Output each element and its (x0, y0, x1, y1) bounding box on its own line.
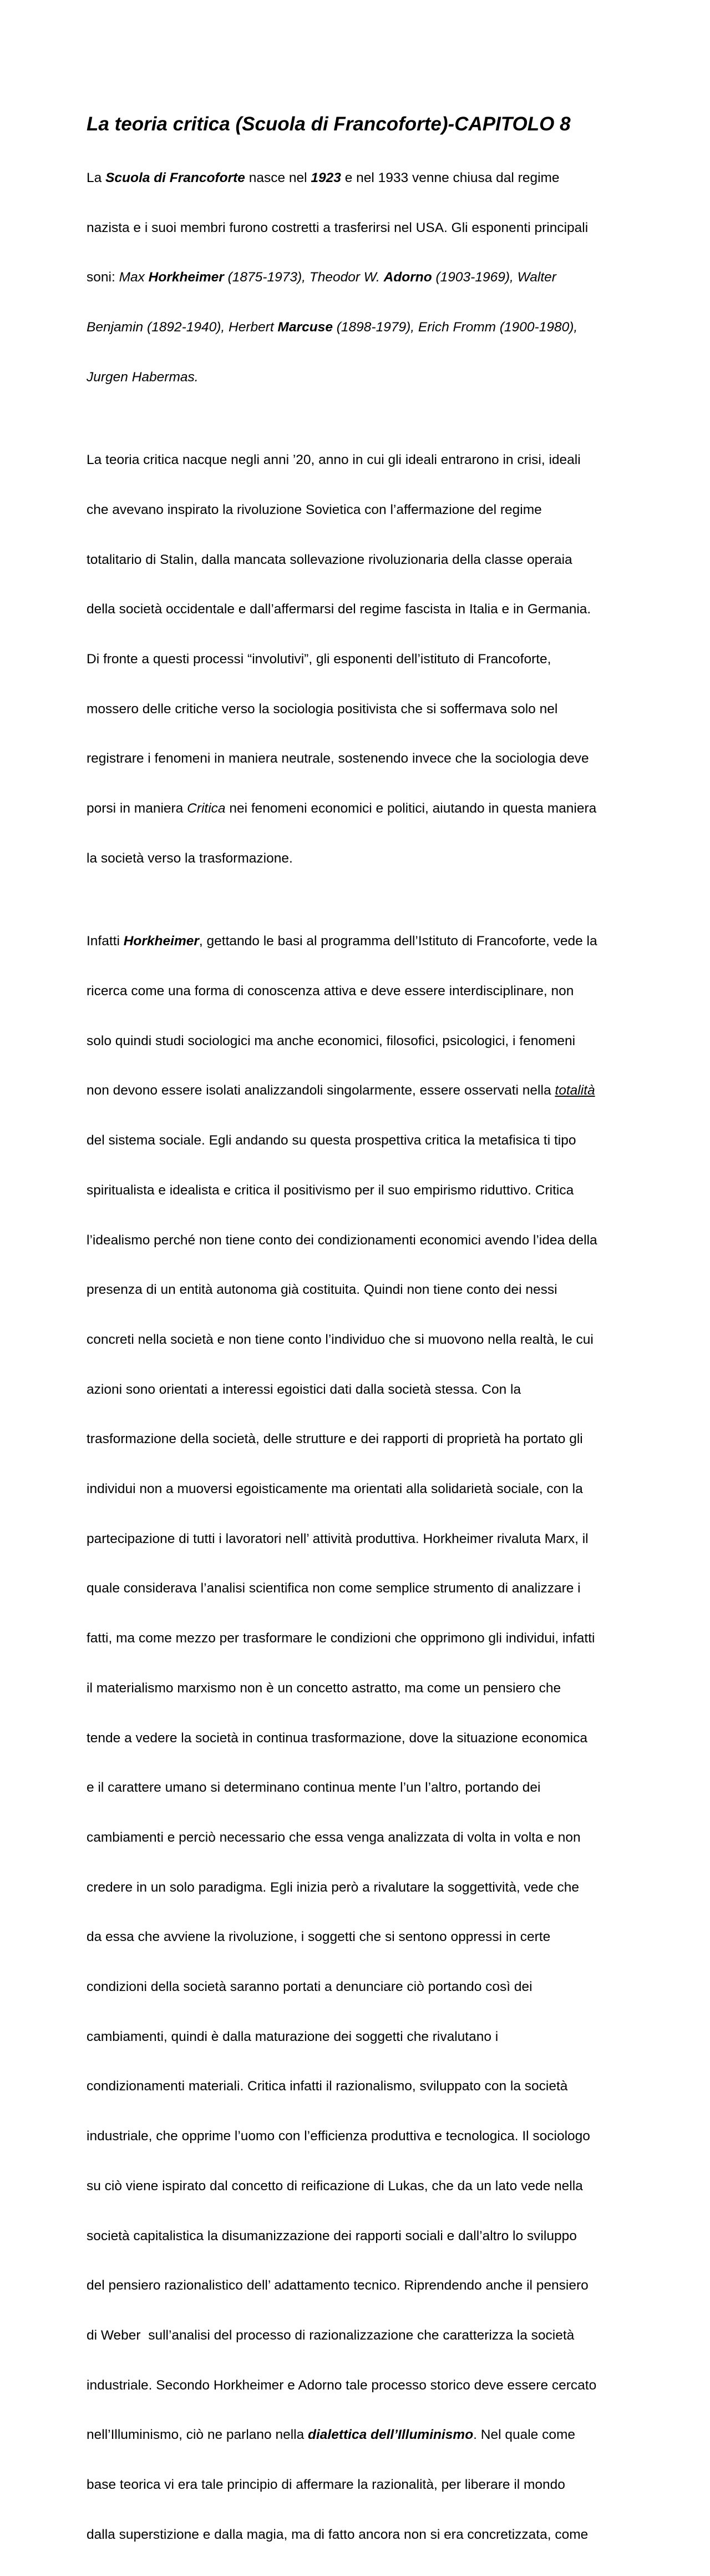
document-title: La teoria critica (Scuola di Francoforte)-CAPITOLO 8 (87, 113, 571, 135)
text-line: l’idealismo perché non tiene conto dei condizionamenti economici avendo l’idea della (87, 1232, 597, 1248)
text-line: di Weber sull’analisi del processo di razionalizzazione che caratterizza la società (87, 2327, 575, 2343)
text-line: Benjamin (1892-1940), Herbert Marcuse (1898-1979), Erich Fromm (1900-1980), (87, 319, 578, 335)
emphasis-scuola: Scuola di Francoforte (105, 170, 245, 185)
text-line: cambiamenti, quindi è dalla maturazione dei soggetti che rivalutano i (87, 2029, 499, 2044)
text-line: base teorica vi era tale principio di affermare la razionalità, per liberare il mondo (87, 2477, 565, 2493)
text-line: totalitario di Stalin, dalla mancata sollevazione rivoluzionaria della classe operaia (87, 552, 572, 567)
text-line: trasformazione della società, delle strutture e dei rapporti di proprietà ha portato gli (87, 1431, 583, 1447)
paragraph-intro (87, 137, 636, 419)
text-line: condizioni della società saranno portati a denunciare ciò portando così dei (87, 1979, 532, 1995)
emphasis-totalita: totalità (555, 1083, 595, 1098)
text-line: quale considerava l’analisi scientifica non come semplice strumento di analizzare i (87, 1581, 581, 1596)
text-line: del pensiero razionalistico dell’ adattamento tecnico. Riprendendo anche il pensiero (87, 2278, 589, 2293)
text-line: cambiamenti e perciò necessario che essa venga analizzata di volta in volta e non (87, 1829, 581, 1845)
text-line: concreti nella società e non tiene conto l’individuo che si muovono nella realtà, le cui (87, 1332, 594, 1347)
text-line: registrare i fenomeni in maniera neutrale, sostenendo invece che la sociologia deve (87, 751, 589, 767)
text-line: Di fronte a questi processi “involutivi”, gli esponenti dell’istituto di Francoforte, (87, 651, 551, 667)
text-line: mossero delle critiche verso la sociologia positivista che si soffermava solo nel (87, 701, 558, 717)
text-line: del sistema sociale. Egli andando su questa prospettiva critica la metafisica ti tipo (87, 1133, 576, 1148)
text-line: società capitalistica la disumanizzazione dei rapporti sociali e dall’altro lo sviluppo (87, 2228, 577, 2244)
text-line: Infatti Horkheimer, gettando le basi al programma dell’Istituto di Francoforte, vede la (87, 934, 597, 949)
text-line: condizionamenti materiali. Critica infatti il razionalismo, sviluppato con la società (87, 2079, 568, 2094)
text-line: credere in un solo paradigma. Egli inizia però a rivalutare la soggettività, vede che (87, 1879, 579, 1895)
text-line: il materialismo marxismo non è un concetto astratto, ma come un pensiero che (87, 1680, 561, 1696)
text-line: La teoria critica nacque negli anni ’20, anno in cui gli ideali entrarono in crisi, ideali (87, 452, 581, 468)
text-line: porsi in maniera Critica nei fenomeni economici e politici, aiutando in questa maniera (87, 801, 597, 816)
text-line: della società occidentale e dall’affermarsi del regime fascista in Italia e in Germania. (87, 602, 591, 617)
text-line: Jurgen Habermas. (87, 369, 199, 385)
emphasis-dialettica: dialettica dell’Illuminismo (308, 2427, 474, 2443)
text-line: che avevano inspirato la rivoluzione Sovietica con l’affermazione del regime (87, 502, 542, 517)
text-line: fatti, ma come mezzo per trasformare le condizioni che opprimono gli individui, infatti (87, 1631, 595, 1646)
text-line: industriale, che opprime l’uomo con l’efficienza produttiva e tecnologica. Il sociologo (87, 2129, 590, 2144)
text-line: e il carattere umano si determinano continua mente l’un l’altro, portando dei (87, 1780, 541, 1796)
emphasis-adorno: Adorno (383, 270, 432, 285)
text-line: su ciò viene ispirato dal concetto di reificazione di Lukas, che da un lato vede nella (87, 2178, 583, 2194)
text-line: soni: Max Horkheimer (1875-1973), Theodor W. Adorno (1903-1969), Walter (87, 270, 556, 285)
text-line: nazista e i suoi membri furono costretti a trasferirsi nel USA. Gli esponenti principali (87, 220, 589, 235)
text-line: presenza di un entità autonoma già costituita. Quindi non tiene conto dei nessi (87, 1282, 557, 1298)
emphasis-horkheimer: Horkheimer (148, 270, 224, 285)
text-line: La Scuola di Francoforte nasce nel 1923 e nel 1933 venne chiusa dal regime (87, 170, 560, 185)
text-line: la società verso la trasformazione. (87, 850, 293, 866)
emphasis-horkheimer: Horkheimer (123, 934, 199, 949)
emphasis-year: 1923 (311, 170, 341, 185)
text-line: dalla superstizione e dalla magia, ma di fatto ancora non si era concretizzata, come (87, 2527, 589, 2542)
text-line: azioni sono orientati a interessi egoistici dati dalla società stessa. Con la (87, 1382, 521, 1397)
text-line: partecipazione di tutti i lavoratori nell’ attività produttiva. Horkheimer rivaluta Marx, il (87, 1531, 589, 1546)
text-line: industriale. Secondo Horkheimer e Adorno tale processo storico deve essere cercato (87, 2377, 597, 2393)
paragraph-origins (87, 419, 636, 900)
document-body (87, 112, 636, 2576)
paragraph-horkheimer (87, 900, 636, 2576)
text-line: individui non a muoversi egoisticamente ma orientati alla solidarietà sociale, con la (87, 1481, 583, 1497)
text-line: spiritualista e idealista e critica il positivismo per il suo empirismo riduttivo. Critica (87, 1182, 574, 1198)
text-line: non devono essere isolati analizzandoli singolarmente, essere osservati nella totalità (87, 1083, 595, 1098)
text-line: ricerca come una forma di conoscenza attiva e deve essere interdisciplinare, non (87, 983, 574, 999)
emphasis-marcuse: Marcuse (277, 319, 333, 335)
emphasis-critica: Critica (187, 801, 226, 816)
text-line: nell’Illuminismo, ciò ne parlano nella dialettica dell’Illuminismo. Nel quale come (87, 2427, 576, 2443)
text-line: da essa che avviene la rivoluzione, i soggetti che si sentono oppressi in certe (87, 1929, 551, 1945)
text-line: tende a vedere la società in continua trasformazione, dove la situazione economica (87, 1730, 587, 1746)
text-line: solo quindi studi sociologici ma anche economici, filosofici, psicologici, i fenomeni (87, 1033, 576, 1048)
